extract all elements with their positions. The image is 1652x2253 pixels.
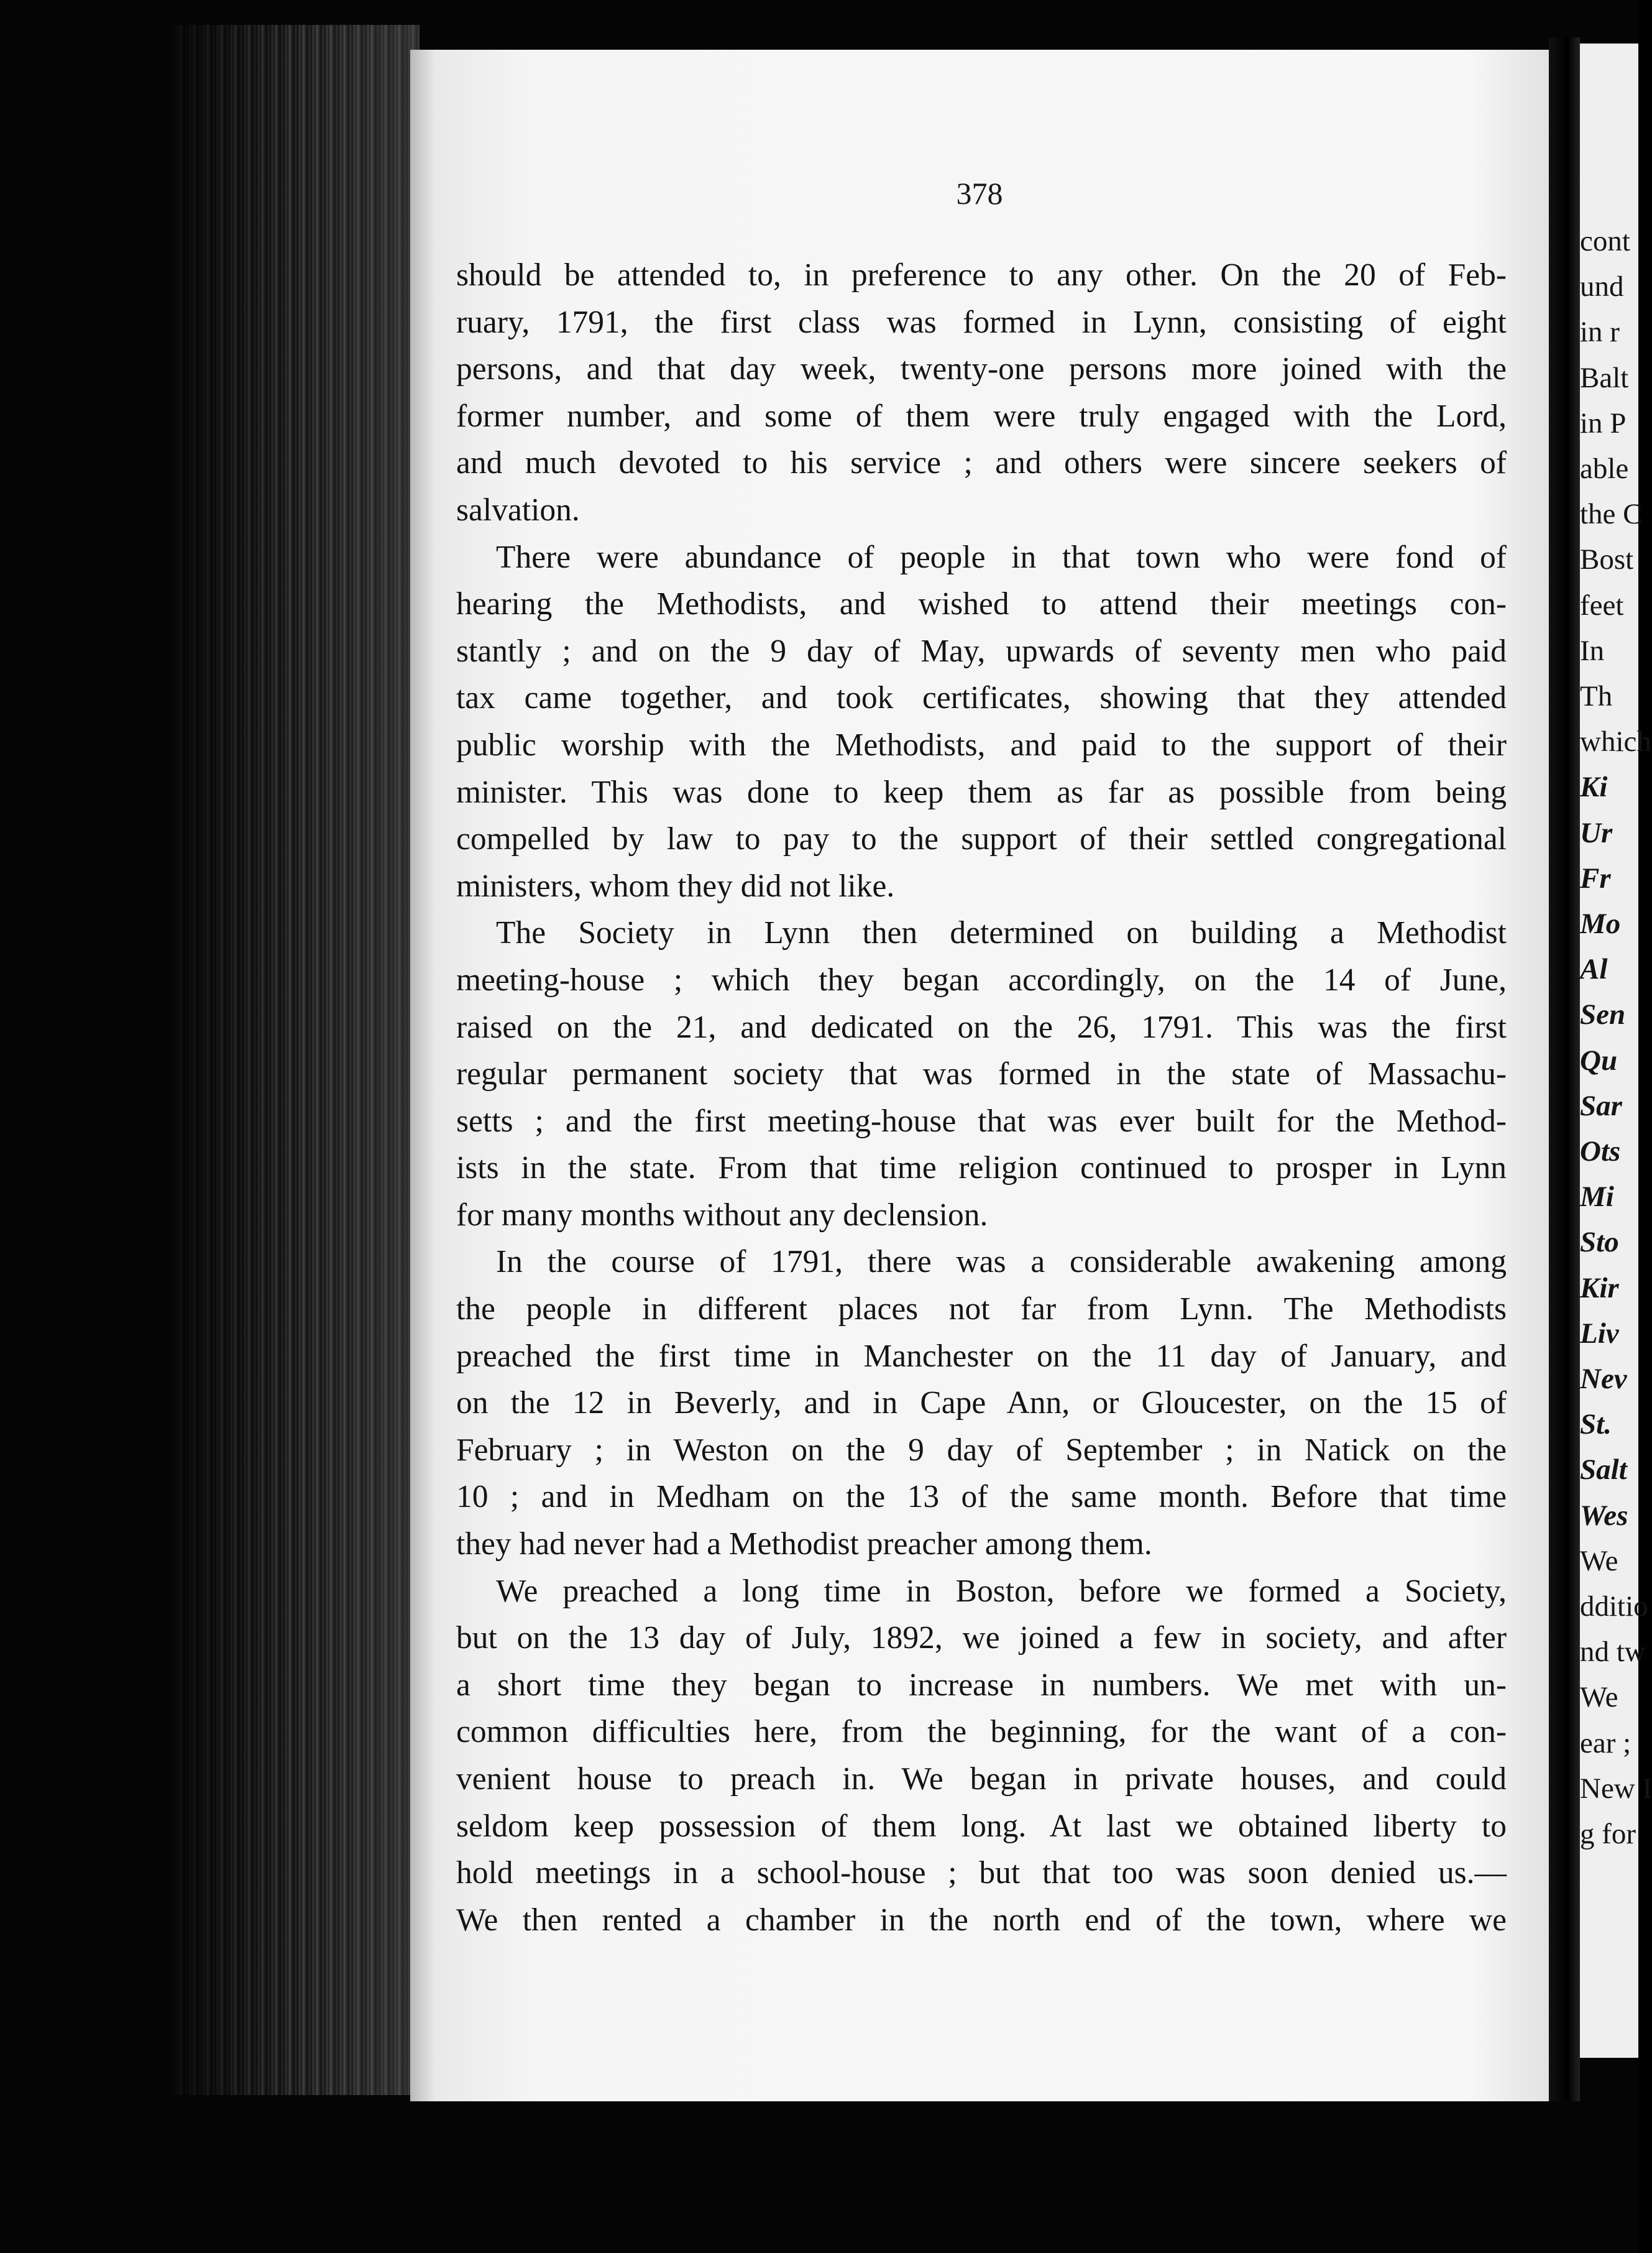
page-gutter [1549, 37, 1580, 2101]
facing-page-text-fragment: cont [1580, 225, 1630, 257]
facing-page-text-fragment: nd tw [1580, 1636, 1646, 1669]
text-line: meeting-house ; which they began accordingly, on the 14 of June, [456, 962, 1507, 998]
text-line: the people in different places not far from Lynn. The Methodists [456, 1291, 1507, 1327]
facing-page-text-fragment: Salt [1580, 1454, 1627, 1486]
facing-page-text-fragment: Liv [1580, 1317, 1619, 1350]
text-line: should be attended to, in preference to any other. On the 20 of Feb- [456, 257, 1507, 293]
text-line: February ; in Weston on the 9 day of September ; in Natick on the [456, 1432, 1507, 1468]
book-edge-shadow [171, 25, 420, 2095]
text-line: on the 12 in Beverly, and in Cape Ann, or Gloucester, on the 15 of [456, 1385, 1507, 1421]
facing-page-text-fragment: St. [1580, 1408, 1612, 1441]
facing-page-text-fragment: which [1580, 726, 1651, 758]
facing-page-text-fragment: Ur [1580, 816, 1613, 849]
facing-page-text-fragment: Ki [1580, 771, 1608, 804]
facing-page-text-fragment: Balt [1580, 361, 1629, 394]
text-line: ists in the state. From that time religion continued to prosper in Lynn [456, 1150, 1507, 1186]
text-line: former number, and some of them were truly engaged with the Lord, [456, 398, 1507, 434]
facing-page-text-fragment: Th [1580, 680, 1613, 712]
facing-page-text-fragment: feet [1580, 589, 1624, 622]
facing-page-text-fragment: In [1580, 634, 1605, 667]
text-line: There were abundance of people in that town who were fond of [496, 539, 1507, 575]
facing-page-text-fragment: in r [1580, 316, 1620, 349]
text-line: a short time they began to increase in numbers. We met with un- [456, 1667, 1507, 1703]
text-line: 10 ; and in Medham on the 13 of the same month. Before that time [456, 1479, 1507, 1515]
text-line: stantly ; and on the 9 day of May, upwards of seventy men who paid [456, 633, 1507, 669]
facing-page-text-fragment: Sen [1580, 998, 1626, 1031]
facing-page-text-fragment: Mo [1580, 908, 1621, 940]
facing-page-text-fragment: able [1580, 453, 1629, 485]
text-line: ministers, whom they did not like. [456, 868, 895, 904]
text-line: tax came together, and took certificates, showing that they attended [456, 680, 1507, 716]
facing-page-text-fragment: Mi [1580, 1181, 1614, 1214]
text-line: they had never had a Methodist preacher among them. [456, 1526, 1152, 1562]
text-line: and much devoted to his service ; and others were sincere seekers of [456, 445, 1507, 481]
text-line: seldom keep possession of them long. At last we obtained liberty to [456, 1808, 1507, 1844]
facing-page-text-fragment: Bost [1580, 543, 1634, 576]
facing-page-text-fragment: the C [1580, 498, 1643, 531]
text-line: raised on the 21, and dedicated on the 26, 1791. This was the first [456, 1009, 1507, 1045]
facing-page-text-fragment: Al [1580, 953, 1608, 986]
text-line: public worship with the Methodists, and paid to the support of their [456, 727, 1507, 763]
text-line: common difficulties here, from the beginning, for the want of a con- [456, 1714, 1507, 1750]
text-line: minister. This was done to keep them as far as possible from being [456, 774, 1507, 810]
facing-page-fragment [1580, 44, 1652, 2058]
text-line: The Society in Lynn then determined on building a Methodist [496, 915, 1507, 951]
text-line: hold meetings in a school-house ; but that too was soon denied us.— [456, 1855, 1507, 1891]
page-text-block [456, 252, 1507, 1943]
text-line: but on the 13 day of July, 1892, we joined a few in society, and after [456, 1620, 1507, 1656]
text-line: persons, and that day week, twenty-one persons more joined with the [456, 351, 1507, 387]
page-number: 378 [956, 176, 1003, 211]
facing-page-text-fragment: Sar [1580, 1089, 1622, 1122]
facing-page-text-fragment: Kir [1580, 1271, 1619, 1304]
text-line: We then rented a chamber in the north end of the town, where we [456, 1902, 1507, 1938]
facing-page-text-fragment: und [1580, 270, 1624, 303]
facing-page-text-fragment: Nev [1580, 1363, 1627, 1395]
facing-page-text-fragment: Sto [1580, 1226, 1619, 1259]
facing-page-text-fragment: Fr [1580, 862, 1611, 895]
text-line: compelled by law to pay to the support of their settled congregational [456, 821, 1507, 857]
text-line: for many months without any declension. [456, 1197, 988, 1233]
facing-page-text-fragment: New I [1580, 1772, 1652, 1805]
facing-page-text-fragment: We [1580, 1681, 1618, 1714]
text-line: setts ; and the first meeting-house that was ever built for the Method- [456, 1103, 1507, 1139]
facing-page-text-fragment: Qu [1580, 1044, 1618, 1077]
facing-page-text-fragment: g for [1580, 1818, 1636, 1850]
facing-page-text-fragment: Ots [1580, 1135, 1621, 1168]
text-line: hearing the Methodists, and wished to attend their meetings con- [456, 586, 1507, 622]
facing-page-text-fragment: ear ; [1580, 1726, 1631, 1759]
facing-page-text-fragment: in P [1580, 407, 1627, 440]
text-line: We preached a long time in Boston, before we formed a Society, [496, 1573, 1507, 1609]
text-line: In the course of 1791, there was a considerable awakening among [496, 1244, 1507, 1280]
text-line: ruary, 1791, the first class was formed in Lynn, consisting of eight [456, 304, 1507, 340]
text-line: salvation. [456, 492, 580, 528]
facing-page-text-fragment: dditio [1580, 1590, 1648, 1623]
text-line: regular permanent society that was formed in the state of Massachu- [456, 1056, 1507, 1092]
text-line: preached the first time in Manchester on the 11 day of January, and [456, 1338, 1507, 1374]
facing-page-text-fragment: Wes [1580, 1499, 1628, 1532]
facing-page-text-fragment: We [1580, 1544, 1618, 1577]
text-line: venient house to preach in. We began in private houses, and could [456, 1761, 1507, 1797]
